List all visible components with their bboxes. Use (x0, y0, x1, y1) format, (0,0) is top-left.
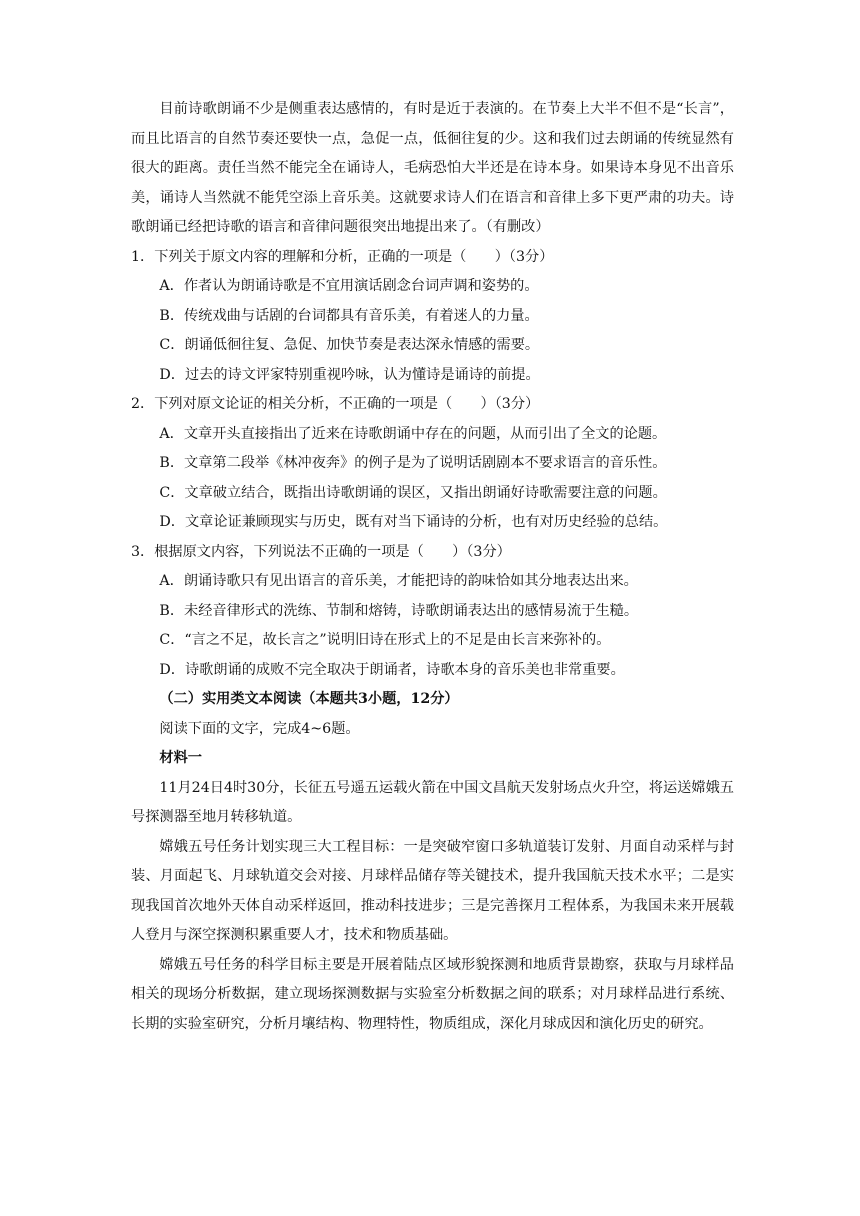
option-d: D．诗歌朗诵的成败不完全取决于朗诵者，诗歌本身的音乐美也非常重要。 (159, 661, 625, 678)
option-a: A．文章开头直接指出了近来在诗歌朗诵中存在的问题，从而引出了全文的论题。 (159, 425, 667, 442)
document-page (131, 95, 734, 1039)
question-1 (131, 243, 734, 391)
material-paragraph-3: 嫦娥五号任务的科学目标主要是开展着陆点区域形貌探测和地质背景勘察，获取与月球样品相关的现场分析数据，建立现场探测数据与实验室分析数据之间的联系；对月球样品进行系统、长期的实验室研究，分析月壤结构、物理特性，物质组成，深化月球成因和演化历史的研究。 (131, 956, 734, 1032)
option-c: C．“言之不足，故长言之”说明旧诗在形式上的不足是由长言来弥补的。 (159, 632, 611, 648)
material-paragraph-1: 11月24日4时30分，长征五号遥五运载火箭在中国文昌航天发射场点火升空，将运送嫦娥五号探测器至地月转移轨道。 (131, 779, 734, 825)
option-c: C．朗诵低徊往复、急促、加快节奏是表达深永情感的需要。 (159, 337, 540, 353)
option-b: B．未经音律形式的洗练、节制和熔铸，诗歌朗诵表达出的感情易流于生糙。 (159, 602, 639, 619)
option-b: B．传统戏曲与话剧的台词都具有音乐美，有着迷人的力量。 (159, 307, 539, 324)
option-a: A．作者认为朗诵诗歌是不宜用演话剧念台词声调和姿势的。 (159, 278, 539, 294)
question-2 (131, 390, 734, 538)
option-b: B．文章第二段举《林冲夜奔》的例子是为了说明话剧剧本不要求语言的音乐性。 (159, 455, 667, 471)
question-3 (131, 538, 734, 686)
section-heading: （二）实用类文本阅读（本题共3小题，12分） (159, 691, 459, 707)
material-paragraph-2: 嫦娥五号任务计划实现三大工程目标：一是突破窄窗口多轨道装订发射、月面自动采样与封装、月面起飞、月球轨道交会对接、月球样品储存等关键技术，提升我国航天技术水平；二是实现我国首次地外天体自动采样返回，推动科技进步；三是完善探月工程体系，为我国未来开展载人登月与深空探测积累重要人才，技术和物质基础。 (131, 838, 734, 943)
question-stem: 2．下列对原文论证的相关分析，不正确的一项是（ ）（3分） (131, 396, 540, 412)
option-d: D．过去的诗文评家特别重视吟咏，认为懂诗是诵诗的前提。 (159, 366, 540, 383)
passage-closing-paragraph: 目前诗歌朗诵不少是侧重表达感情的，有时是近于表演的。在节奏上大半不但不是“长言”，而且比语言的自然节奏还要快一点，急促一点，低徊往复的少。这和我们过去朗诵的传统显然有很大的距离。责任当然不能完全在诵诗人，毛病恐怕大半还是在诗本身。如果诗本身见不出音乐美，诵诗人当然就不能凭空添上音乐美。这就要求诗人们在语言和音律上多下更严肃的功夫。诗歌朗诵已经把诗歌的语言和音律问题很突出地提出来了。（有删改） (131, 101, 734, 235)
question-stem: 3．根据原文内容，下列说法不正确的一项是（ ）（3分） (131, 543, 511, 560)
option-a: A．朗诵诗歌只有见出语言的音乐美，才能把诗的韵味恰如其分地表达出来。 (159, 573, 638, 589)
option-d: D．文章论证兼顾现实与历史，既有对当下诵诗的分析，也有对历史经验的总结。 (159, 514, 668, 530)
section-instruction: 阅读下面的文字，完成4~6题。 (159, 720, 360, 737)
question-stem: 1．下列关于原文内容的理解和分析，正确的一项是（ ）（3分） (131, 248, 554, 265)
material-title: 材料一 (159, 750, 202, 766)
option-c: C．文章破立结合，既指出诗歌朗诵的误区，又指出朗诵好诗歌需要注意的问题。 (159, 484, 667, 501)
